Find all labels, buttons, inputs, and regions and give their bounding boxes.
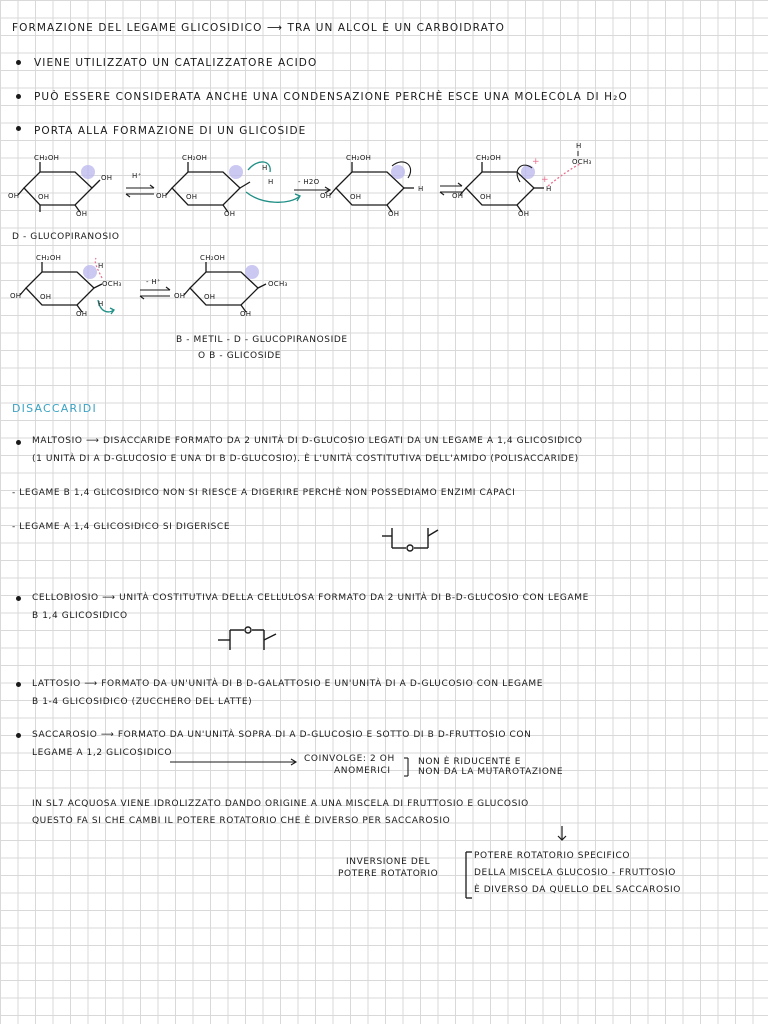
lattosio-line-1: LATTOSIO ⟶ FORMATO DA UN'UNITÀ DI Β D-GALATTOSIO E UN'UNITÀ DI Α D-GLUCOSIO CON LEGAME (32, 679, 544, 689)
sub-oh: OH (38, 193, 50, 201)
sub-oh: OH (204, 293, 216, 301)
section-heading: DISACCARIDI (12, 402, 97, 415)
bracket (466, 852, 472, 898)
cellobiosio-line-1: CELLOBIOSIO ⟶ UNITÀ COSTITUTIVA DELLA CELLULOSA FORMATO DA 2 UNITÀ DI Β-D-GLUCOSIO CON LEGAME (32, 593, 589, 603)
maltosio-line-1: MALTOSIO ⟶ DISACCARIDE FORMATO DA 2 UNITÀ DI D-GLUCOSIO LEGATI DA UN LEGAME Α 1,4 GLICOSIDICO (32, 436, 583, 446)
sub-oh: OH (186, 193, 198, 201)
inversion-item-1: POTERE ROTATORIO SPECIFICO (474, 851, 631, 861)
cation-h: H (418, 185, 424, 193)
och3-label: OCH₃ (102, 280, 122, 288)
sub-oh: OH (8, 192, 20, 200)
inversion-item-3: È DIVERSO DA QUELLO DEL SACCAROSIO (474, 885, 681, 895)
plus-charge: + (541, 175, 549, 185)
water-loss-label: - H2O (298, 178, 320, 186)
reagent-minus-h: - H⁺ (146, 278, 161, 286)
sub-ch2oh: CH₂OH (200, 254, 226, 262)
note-beta-bond: - LEGAME Β 1,4 GLICOSIDICO NON SI RIESCE A DIGERIRE PERCHÈ NON POSSEDIAMO ENZIMI CAPACI (12, 488, 516, 498)
saccarosio-line-1: SACCAROSIO ⟶ FORMATO DA UN'UNITÀ SOPRA DI Α D-GLUCOSIO E SOTTO DI Β D-FRUTTOSIO CON (32, 730, 532, 740)
sub-ch2oh: CH₂OH (346, 154, 372, 162)
product-och3: OCH₃ (268, 280, 288, 288)
reagent-h-plus: H⁺ (132, 172, 142, 180)
sub-ch2oh: CH₂OH (182, 154, 208, 162)
intro-bullet-3: PORTA ALLA FORMAZIONE DI UN GLICOSIDE (34, 125, 307, 137)
sub-oh: OH (518, 210, 530, 218)
sub-oh: OH (76, 310, 88, 318)
methanol-h: H (576, 142, 582, 150)
oxonium-h: H (268, 178, 274, 186)
sub-oh: OH (480, 193, 492, 201)
sub-oh: OH (10, 292, 22, 300)
sub-ch2oh: CH₂OH (36, 254, 62, 262)
arrow-note-1: COINVOLGE: 2 OH (304, 754, 395, 764)
cellobiosio-line-2: Β 1,4 GLICOSIDICO (32, 611, 128, 621)
glucopyranose-label: D - GLUCOPIRANOSIO (12, 232, 120, 242)
page-title: FORMAZIONE DEL LEGAME GLICOSIDICO ⟶ TRA UN ALCOL E UN CARBOIDRATO (12, 22, 505, 34)
product-name-alt: O Β - GLICOSIDE (198, 351, 282, 361)
sub-oh: OH (76, 210, 88, 218)
maltosio-line-2: (1 UNITÀ DI Α D-GLUCOSIO E UNA DI Β D-GLUCOSIO). È L'UNITÀ COSTITUTIVA DELL'AMIDO (POLISACCARIDE) (32, 454, 579, 464)
sub-oh: OH (224, 210, 236, 218)
inversion-label-1: INVERSIONE DEL (346, 857, 431, 867)
sub-oh: OH (156, 192, 168, 200)
sub-ch2oh: CH₂OH (476, 154, 502, 162)
lattosio-line-2: Β 1-4 GLICOSIDICO (ZUCCHERO DEL LATTE) (32, 697, 253, 707)
inversion-label-2: POTERE ROTATORIO (338, 869, 439, 879)
oxonium-h: H (262, 164, 268, 172)
leaving-h: H (98, 300, 104, 308)
intro-bullet-2: PUÒ ESSERE CONSIDERATA ANCHE UNA CONDENSAZIONE PERCHÈ ESCE UNA MOLECOLA DI H₂O (34, 91, 628, 103)
oxonium-h: H (98, 262, 104, 270)
sub-oh: OH (240, 310, 252, 318)
cation-h: H (546, 185, 552, 193)
arrow-note-2: ANOMERICI (334, 766, 391, 776)
sub-ch2oh: CH₂OH (34, 154, 60, 162)
sub-oh: OH (101, 174, 113, 182)
bracket-note-1: NON È RIDUCENTE E (418, 757, 522, 767)
sub-oh: OH (452, 192, 464, 200)
note-alpha-bond: - LEGAME Α 1,4 GLICOSIDICO SI DIGERISCE (12, 522, 231, 532)
hydrolysis-line-1: IN SL7 ACQUOSA VIENE IDROLIZZATO DANDO ORIGINE A UNA MISCELA DI FRUTTOSIO E GLUCOSIO (32, 799, 529, 809)
sub-oh: OH (388, 210, 400, 218)
down-arrow (558, 826, 566, 840)
intro-bullet-1: VIENE UTILIZZATO UN CATALIZZATORE ACIDO (34, 57, 318, 69)
hydrolysis-line-2: QUESTO FA SI CHE CAMBI IL POTERE ROTATORIO CHE È DIVERSO PER SACCAROSIO (32, 816, 451, 826)
plus-charge: + (532, 157, 540, 167)
bracket-note-2: NON DA LA MUTAROTAZIONE (418, 767, 564, 777)
sub-oh: OH (174, 292, 186, 300)
sub-oh: OH (40, 293, 52, 301)
inversion-item-2: DELLA MISCELA GLUCOSIO - FRUTTOSIO (474, 868, 676, 878)
methanol-label: OCH₃ (572, 158, 592, 166)
saccarosio-line-2: LEGAME Α 1,2 GLICOSIDICO (32, 748, 173, 758)
sub-oh: OH (350, 193, 362, 201)
sub-oh: OH (320, 192, 332, 200)
product-name: Β - METIL - D - GLUCOPIRANOSIDE (176, 335, 348, 345)
